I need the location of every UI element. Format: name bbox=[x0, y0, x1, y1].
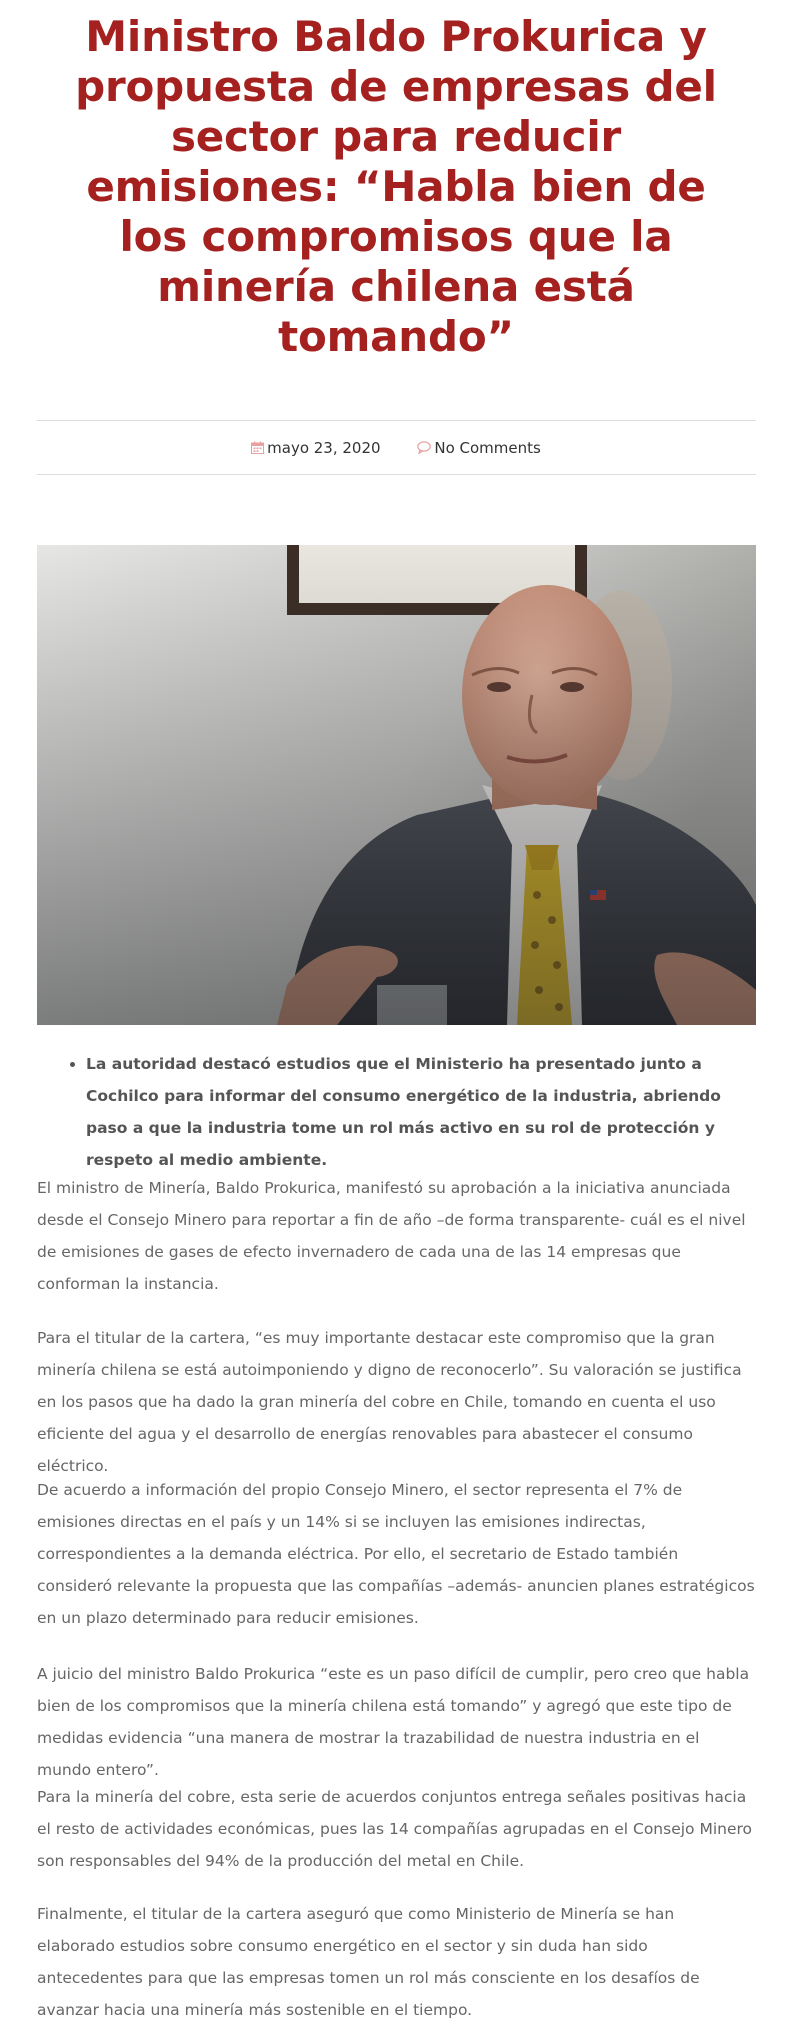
highlight-item: • La autoridad destacó estudios que el Ministerio ha presentado junto a Cochilco para informar del consumo energético de la industria, abriendo paso a que la industria tome un rol más activo en su rol de protección y respeto al medio ambiente. bbox=[86, 1048, 756, 1176]
article-highlights bbox=[37, 1048, 756, 1176]
article-paragraph: Finalmente, el titular de la cartera aseguró que como Ministerio de Minería se han elaborado estudios sobre consumo energético en el sector y sin duda han sido antecedentes para que las empresas tomen un rol más consciente en los desafíos de avanzar hacia una minería más sostenible en el tiempo. bbox=[37, 1905, 700, 2019]
calendar-icon bbox=[251, 436, 264, 462]
article-paragraph: El ministro de Minería, Baldo Prokurica, manifestó su aprobación a la iniciativa anunciada desde el Consejo Minero para reportar a fin de año –de forma transparente- cuál es el nivel de emisiones de gases de efecto invernadero de cada una de las 14 empresas que conforman la instancia. bbox=[37, 1179, 746, 1293]
article-title: Ministro Baldo Prokurica y propuesta de empresas del sector para reducir emisiones: “Habla bien de los compromisos que la minería chilena está tomando” bbox=[75, 12, 717, 361]
post-comments-text: No Comments bbox=[434, 439, 541, 457]
meta-divider-top bbox=[37, 420, 756, 421]
article-paragraph: De acuerdo a información del propio Consejo Minero, el sector representa el 7% de emisiones directas en el país y un 14% si se incluyen las emisiones indirectas, correspondientes a la demanda eléctrica. Por ello, el secretario de Estado también consideró relevante la propuesta que las compañías –además- anuncien planes estratégicos en un plazo determinado para reducir emisiones. bbox=[37, 1481, 755, 1627]
comment-bubble-icon bbox=[417, 436, 431, 462]
article-photo bbox=[37, 545, 756, 1025]
article-paragraph: Para la minería del cobre, esta serie de acuerdos conjuntos entrega señales positivas hacia el resto de actividades económicas, pues las 14 compañías agrupadas en el Consejo Minero son responsables del 94% de la producción del metal en Chile. bbox=[37, 1788, 753, 1870]
article-paragraph: Para el titular de la cartera, “es muy importante destacar este compromiso que la gran minería chilena se está autoimponiendo y digno de reconocerlo”. Su valoración se justifica en los pasos que ha dado la gran minería del cobre en Chile, tomando en cuenta el uso eficiente del agua y el desarrollo de energías renovables para abastecer el consumo eléctrico. bbox=[37, 1329, 742, 1475]
post-date-text: mayo 23, 2020 bbox=[267, 439, 381, 457]
post-comments[interactable] bbox=[417, 435, 540, 462]
meta-divider-bottom bbox=[37, 474, 756, 475]
article-paragraph: A juicio del ministro Baldo Prokurica “este es un paso difícil de cumplir, pero creo que habla bien de los compromisos que la minería chilena está tomando” y agregó que este tipo de medidas evidencia “una manera de mostrar la trazabilidad de nuestra industria en el mundo entero”. bbox=[37, 1665, 750, 1779]
post-meta bbox=[0, 435, 792, 462]
post-date[interactable] bbox=[251, 435, 380, 462]
